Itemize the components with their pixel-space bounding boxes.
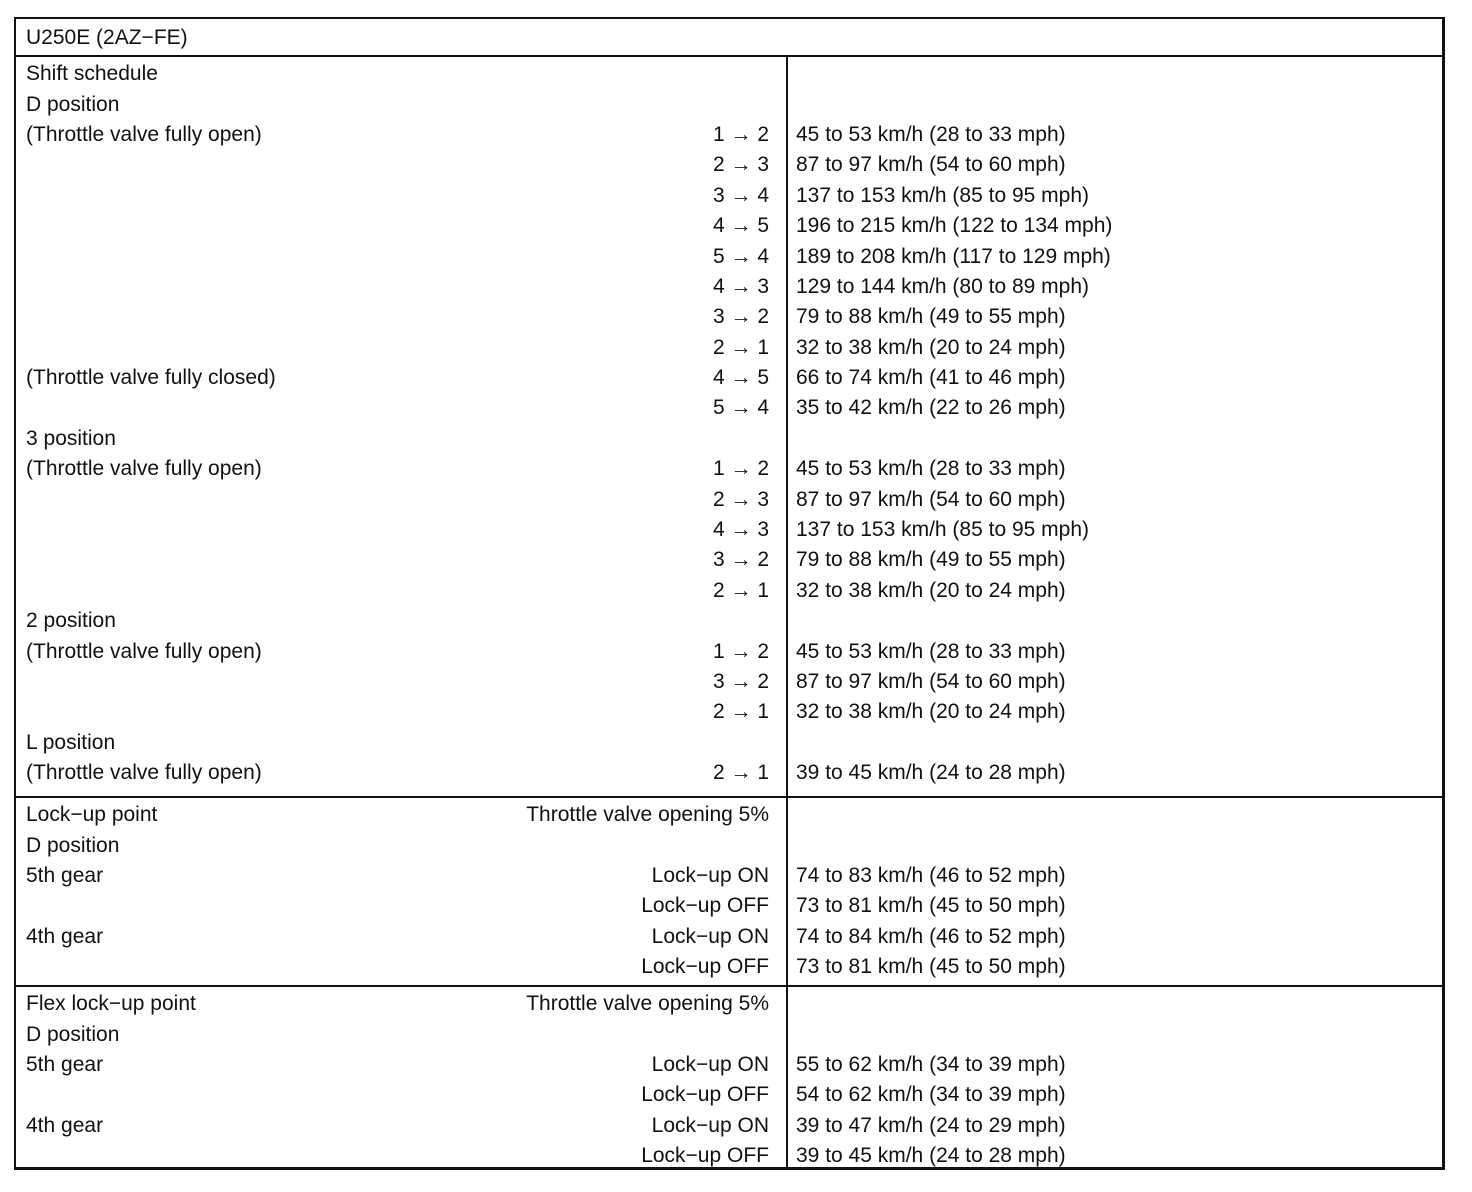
row-value: 54 to 62 km/h (34 to 39 mph): [796, 1083, 1066, 1107]
row-label: 4th gear: [26, 1113, 104, 1137]
row-value: 55 to 62 km/h (34 to 39 mph): [796, 1052, 1066, 1076]
table-row: [16, 1080, 1442, 1110]
row-condition: Throttle valve opening 5%: [526, 803, 769, 827]
row-condition: 1 → 2: [712, 457, 769, 481]
row-label: (Throttle valve fully open): [26, 761, 262, 785]
row-condition: 2 → 1: [712, 578, 769, 602]
row-condition: 1 → 2: [712, 122, 769, 146]
table-row: [16, 1019, 1442, 1049]
row-condition: Lock−up OFF: [641, 1083, 769, 1107]
row-condition: 5 → 4: [712, 396, 769, 420]
row-value: 196 to 215 km/h (122 to 134 mph): [796, 214, 1113, 238]
table-row: [16, 697, 1442, 727]
table-row: [16, 302, 1442, 332]
table-row: [16, 800, 1442, 830]
row-condition: 3 → 4: [712, 183, 769, 207]
row-label: 2 position: [26, 609, 116, 633]
row-condition: 5 → 4: [712, 244, 769, 268]
row-label: D position: [26, 1022, 120, 1046]
spec-table: [14, 17, 1445, 1170]
row-value: 87 to 97 km/h (54 to 60 mph): [796, 670, 1066, 693]
table-row: [16, 861, 1442, 891]
row-value: 129 to 144 km/h (80 to 89 mph): [796, 274, 1090, 298]
row-value: 137 to 153 km/h (85 to 95 mph): [796, 183, 1090, 207]
row-label: (Throttle valve fully closed): [26, 366, 276, 390]
row-value: 45 to 53 km/h (28 to 33 mph): [796, 457, 1066, 481]
row-value: 73 to 81 km/h (45 to 50 mph): [796, 955, 1066, 979]
table-row: [16, 363, 1442, 393]
row-condition: 3 → 2: [712, 548, 769, 572]
row-value: 39 to 45 km/h (24 to 28 mph): [796, 761, 1066, 785]
row-condition: Lock−up ON: [651, 1052, 769, 1076]
row-label: (Throttle valve fully open): [26, 457, 262, 481]
row-value: 32 to 38 km/h (20 to 24 mph): [796, 700, 1066, 724]
row-label: (Throttle valve fully open): [26, 122, 262, 146]
row-label: 5th gear: [26, 863, 104, 887]
row-value: 66 to 74 km/h (41 to 46 mph): [796, 366, 1066, 390]
table-row: [16, 952, 1442, 982]
row-value: 74 to 84 km/h (46 to 52 mph): [796, 924, 1066, 948]
row-value: 73 to 81 km/h (45 to 50 mph): [796, 894, 1066, 918]
table-row: [16, 211, 1442, 241]
table-row: [16, 1141, 1442, 1171]
row-condition: 3 → 2: [712, 305, 769, 329]
row-label: Flex lock−up point: [26, 992, 196, 1016]
table-row: [16, 424, 1442, 454]
table-row: [16, 606, 1442, 636]
section-flex-lock-up-point: [16, 987, 1442, 1171]
table-row: [16, 891, 1442, 921]
table-row: [16, 758, 1442, 788]
table-row: [16, 1050, 1442, 1080]
row-condition: Lock−up OFF: [641, 1144, 769, 1168]
table-row: [16, 636, 1442, 666]
row-value: 32 to 38 km/h (20 to 24 mph): [796, 335, 1066, 359]
row-value: 79 to 88 km/h (49 to 55 mph): [796, 548, 1066, 572]
table-row: [16, 454, 1442, 484]
row-condition: Lock−up OFF: [641, 955, 769, 979]
row-condition: Lock−up OFF: [641, 894, 769, 918]
row-condition: 3 → 2: [712, 670, 769, 693]
table-row: [16, 545, 1442, 575]
row-value: 39 to 47 km/h (24 to 29 mph): [796, 1113, 1066, 1137]
table-row: [16, 484, 1442, 514]
table-row: [16, 241, 1442, 271]
row-label: Lock−up point: [26, 803, 158, 827]
row-condition: 4 → 5: [712, 214, 769, 238]
table-row: [16, 989, 1442, 1019]
row-condition: 2 → 1: [712, 335, 769, 359]
row-condition: 2 → 1: [712, 761, 769, 785]
row-value: 189 to 208 km/h (117 to 129 mph): [796, 244, 1111, 268]
column-divider: [786, 57, 788, 1167]
table-row: [16, 576, 1442, 606]
row-label: L position: [26, 730, 116, 754]
table-row: [16, 150, 1442, 180]
table-row: [16, 333, 1442, 363]
row-condition: Lock−up ON: [651, 1113, 769, 1137]
row-value: 74 to 83 km/h (46 to 52 mph): [796, 863, 1066, 887]
table-row: [16, 120, 1442, 150]
row-label: 4th gear: [26, 924, 104, 948]
row-condition: 2 → 3: [712, 153, 769, 177]
table-row: [16, 393, 1442, 423]
row-label: D position: [26, 833, 120, 857]
row-condition: Throttle valve opening 5%: [526, 992, 769, 1016]
row-label: D position: [26, 92, 120, 116]
row-value: 35 to 42 km/h (22 to 26 mph): [796, 396, 1066, 420]
row-condition: 4 → 3: [712, 518, 769, 542]
row-condition: 2 → 3: [712, 487, 769, 511]
table-title: U250E (2AZ−FE): [16, 19, 1442, 57]
row-value: 45 to 53 km/h (28 to 33 mph): [796, 122, 1066, 146]
table-row: [16, 272, 1442, 302]
row-value: 87 to 97 km/h (54 to 60 mph): [796, 487, 1066, 511]
table-row: [16, 830, 1442, 860]
row-value: 87 to 97 km/h (54 to 60 mph): [796, 153, 1066, 177]
table-row: [16, 89, 1442, 119]
row-condition: Lock−up ON: [651, 924, 769, 948]
table-row: [16, 922, 1442, 952]
table-row: [16, 515, 1442, 545]
row-value: 45 to 53 km/h (28 to 33 mph): [796, 639, 1066, 663]
row-condition: 2 → 1: [712, 700, 769, 724]
row-label: 5th gear: [26, 1052, 104, 1076]
row-condition: 4 → 3: [712, 274, 769, 298]
row-value: 39 to 45 km/h (24 to 28 mph): [796, 1144, 1066, 1168]
row-label: Shift schedule: [26, 62, 158, 86]
table-row: [16, 181, 1442, 211]
row-condition: 1 → 2: [712, 639, 769, 663]
row-value: 79 to 88 km/h (49 to 55 mph): [796, 305, 1066, 329]
row-label: (Throttle valve fully open): [26, 639, 262, 663]
table-row: [16, 667, 1442, 697]
row-condition: Lock−up ON: [651, 863, 769, 887]
row-value: 137 to 153 km/h (85 to 95 mph): [796, 518, 1090, 542]
row-value: 32 to 38 km/h (20 to 24 mph): [796, 578, 1066, 602]
table-row: [16, 728, 1442, 758]
row-label: 3 position: [26, 426, 116, 450]
section-shift-schedule: [16, 57, 1442, 798]
table-row: [16, 1111, 1442, 1141]
row-condition: 4 → 5: [712, 366, 769, 390]
table-row: [16, 59, 1442, 89]
section-lock-up-point: [16, 798, 1442, 987]
